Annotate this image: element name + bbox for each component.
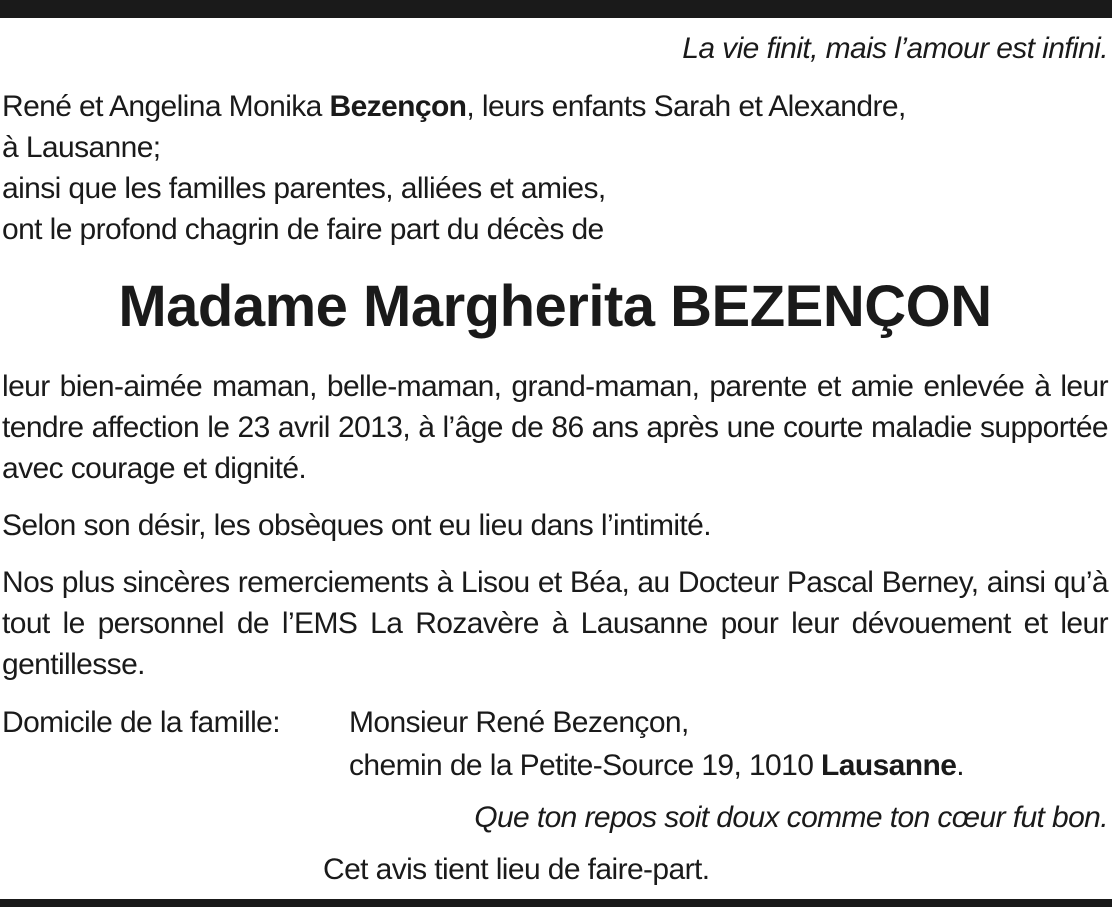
domicile-name: Monsieur René Bezençon, — [349, 706, 689, 739]
announcement-line-1-prefix: René et Angelina Monika — [2, 90, 330, 123]
deceased-name: Madame Margherita BEZENÇON — [118, 274, 992, 339]
domicile-city: Lausanne — [821, 749, 957, 782]
announcement-line-2: à Lausanne; — [2, 131, 161, 164]
motto: La vie finit, mais l’amour est infini. — [682, 32, 1108, 65]
domicile-address — [349, 701, 964, 787]
closing-note: Cet avis tient lieu de faire-part. — [323, 853, 710, 886]
thanks-paragraph: Nos plus sincères remerciements à Lisou et Béa, au Docteur Pascal Berney, ainsi qu’à tout le personnel de l’EMS La Rozavère à Lausanne pour leur dévouement et leur gentillesse. — [2, 566, 1108, 681]
domicile-street-end: . — [956, 749, 965, 782]
farewell-quote: Que ton repos soit doux comme ton cœur fut bon. — [474, 801, 1108, 834]
family-domicile — [2, 701, 1108, 787]
announcement-line-1 — [2, 86, 1108, 127]
announcement-line-1-suffix: , leurs enfants Sarah et Alexandre, — [466, 90, 906, 123]
family-surname: Bezençon — [329, 90, 467, 123]
domicile-label: Domicile de la famille: — [2, 706, 280, 739]
bottom-rule — [0, 899, 1112, 907]
obituary-notice — [2, 28, 1108, 891]
spacer — [2, 489, 1108, 505]
spacer — [2, 685, 1108, 701]
announcement-line-3: ainsi que les familles parentes, alliées et amies, — [2, 172, 606, 205]
announcement-line-4: ont le profond chagrin de faire part du décès de — [2, 213, 604, 246]
announcement — [2, 86, 1108, 250]
funeral-note: Selon son désir, les obsèques ont eu lieu dans l’intimité. — [2, 509, 711, 542]
domicile-street — [349, 744, 964, 787]
top-rule — [0, 0, 1112, 18]
domicile-street-text: chemin de la Petite-Source 19, 1010 — [349, 749, 822, 782]
tribute-paragraph: leur bien-aimée maman, belle-maman, grand-maman, parente et amie enlevée à leur tendre affection le 23 avril 2013, à l’âge de 86 ans après une courte maladie supportée avec courage et dignité. — [2, 370, 1108, 485]
spacer — [2, 546, 1108, 562]
